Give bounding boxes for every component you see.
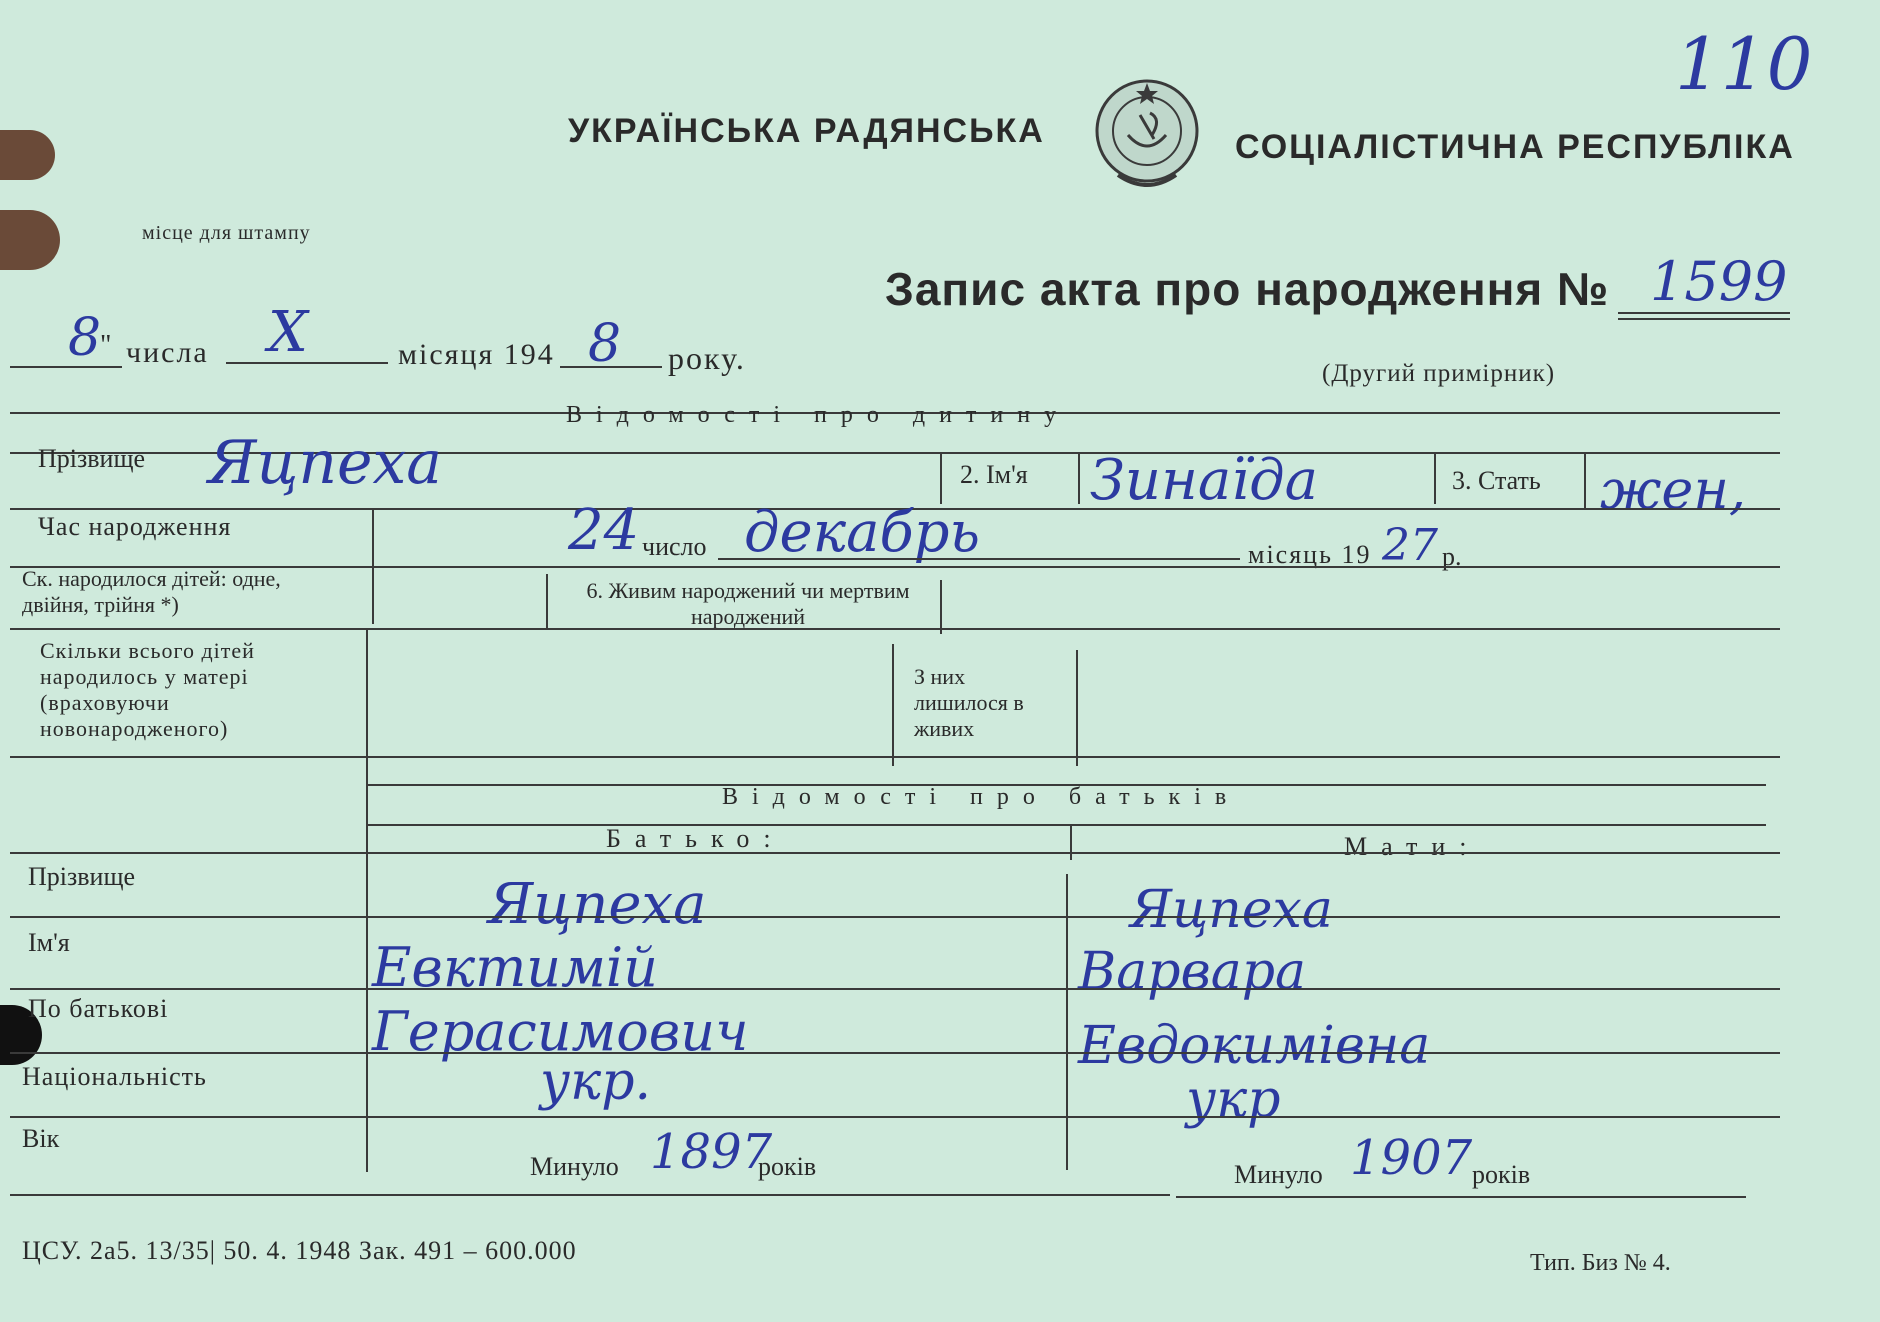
mother-age-suffix: років — [1472, 1160, 1531, 1189]
date-day-label: числа — [126, 336, 209, 369]
father-patronymic: Герасимович — [372, 1000, 749, 1063]
mother-label: Мати: — [1344, 832, 1481, 861]
child-name: Зинаїда — [1090, 448, 1319, 513]
parents-section-title: Відомості про батьків — [722, 784, 1241, 810]
row-label-patronymic: По батькові — [28, 994, 169, 1023]
father-nationality: укр. — [540, 1052, 652, 1112]
mother-age: 1907 — [1350, 1130, 1473, 1186]
child-sex: жен, — [1600, 458, 1747, 521]
stamp-place-label: місце для штампу — [142, 222, 311, 244]
page-number: 110 — [1675, 22, 1813, 106]
father-age: 1897 — [650, 1124, 773, 1180]
mother-surname: Яцпеха — [1130, 880, 1333, 940]
mother-name: Варвара — [1078, 942, 1307, 1002]
birth-month-label: місяць 19 — [1248, 540, 1372, 569]
record-title: Запис акта про народження № — [885, 263, 1610, 315]
mother-patronymic: Евдокимівна — [1078, 1016, 1431, 1076]
alive-label: 6. Живим народжений чи мертвим народжений — [586, 578, 910, 629]
state-emblem-icon — [1088, 75, 1206, 193]
footer-right: Тип. Биз № 4. — [1530, 1250, 1671, 1276]
footer-left: ЦСУ. 2а5. 13/35| 50. 4. 1948 Зак. 491 – 600.000 — [22, 1236, 577, 1265]
mother-age-prefix: Минуло — [1234, 1160, 1323, 1189]
row-label-surname: Прізвище — [28, 862, 136, 891]
birth-day: 24 — [568, 498, 640, 563]
date-year-label: року. — [668, 340, 746, 376]
header-right: СОЦІАЛІСТИЧНА РЕСПУБЛІКА — [1235, 128, 1795, 166]
total-children-label: Скільки всього дітей народилось у матері (враховуючи новонародженого) — [40, 638, 255, 741]
copy-note: (Другий примірник) — [1322, 360, 1556, 387]
birth-time-label: Час народження — [38, 512, 232, 541]
child-section-title: Відомості про дитину — [566, 402, 1071, 428]
survived-label: З них лишилося в живих — [914, 664, 1024, 741]
birth-year-label: р. — [1442, 542, 1462, 571]
row-label-nationality: Національність — [22, 1062, 207, 1091]
child-sex-label: 3. Стать — [1452, 466, 1541, 495]
father-age-suffix: років — [758, 1152, 817, 1181]
header-left: УКРАЇНСЬКА РАДЯНСЬКА — [568, 112, 1045, 150]
father-surname: Яцпеха — [488, 872, 707, 937]
binding-hole — [0, 130, 55, 180]
child-surname: Яцпеха — [208, 428, 443, 498]
child-name-label: 2. Ім'я — [960, 460, 1028, 489]
father-name: Евктимій — [372, 936, 658, 999]
binding-hole — [0, 210, 60, 270]
date-quote: " — [100, 330, 112, 361]
child-surname-label: Прізвище — [38, 444, 146, 473]
row-label-age: Вік — [22, 1124, 60, 1153]
row-label-name: Ім'я — [28, 928, 70, 957]
birth-month: декабрь — [744, 500, 980, 565]
mother-nationality: укр — [1186, 1070, 1281, 1130]
date-year-digit: 8 — [588, 314, 622, 374]
record-number: 1599 — [1650, 250, 1788, 313]
father-age-prefix: Минуло — [530, 1152, 619, 1181]
date-month: Х — [268, 300, 308, 365]
date-day: 8 — [68, 308, 102, 368]
birth-year: 27 — [1382, 520, 1438, 571]
date-month-label: місяця 194 — [398, 338, 555, 371]
multiplicity-label: Ск. народилося дітей: одне, двійня, трійня *) — [22, 566, 281, 617]
father-label: Батько: — [606, 824, 785, 853]
birth-day-label: число — [642, 532, 707, 561]
